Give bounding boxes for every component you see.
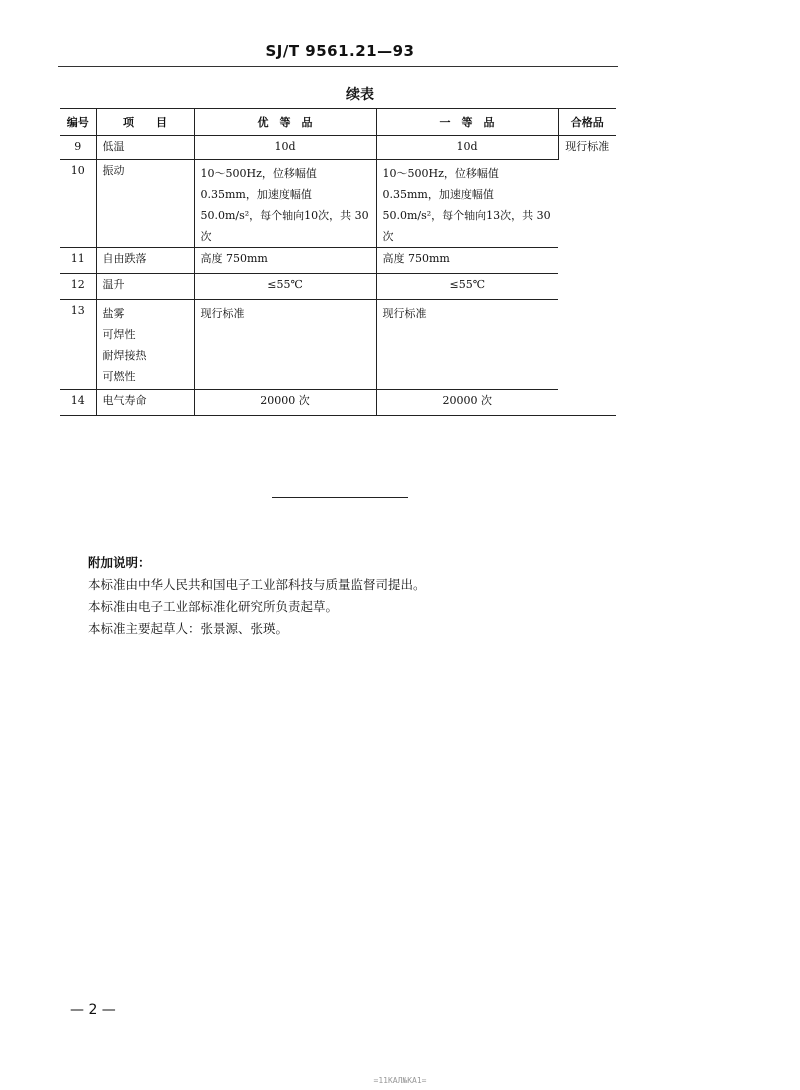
row-premium-value: 高度 750mm <box>194 248 376 274</box>
table-caption: 续表 <box>346 87 374 103</box>
table-row <box>60 300 616 390</box>
row-first-value: 20000 次 <box>376 390 558 416</box>
row-first-value: ≤55℃ <box>376 274 558 300</box>
end-of-text-rule <box>272 497 408 498</box>
row-number: 9 <box>60 136 96 160</box>
note-line: 本标准主要起草人：张景源、张瑛。 <box>88 621 289 636</box>
document-code: SJ/T 9561.21—93 <box>265 42 415 60</box>
row-item-line: 盐雾 <box>102 307 125 320</box>
page-number: — 2 — <box>70 1002 116 1018</box>
table-row <box>60 160 616 248</box>
spec-table <box>60 108 616 416</box>
additional-notes <box>88 552 426 640</box>
row-item-line: 可燃性 <box>102 370 136 383</box>
row-first-value: 高度 750mm <box>376 248 558 274</box>
row-item-line: 可焊性 <box>102 328 136 341</box>
row-first-value: 10d <box>376 136 558 160</box>
row-item: 温升 <box>96 274 194 300</box>
row-first-value: 10～500Hz，位移幅值 0.35mm，加速度幅值 50.0m/s²，每个轴向13次，共 30 次 <box>376 160 558 248</box>
row-premium-value: 现行标准 <box>194 300 376 390</box>
row-item: 自由跌落 <box>96 248 194 274</box>
row-number: 10 <box>60 160 96 248</box>
row-number: 14 <box>60 390 96 416</box>
row-number: 13 <box>60 300 96 390</box>
row-premium-value: 20000 次 <box>194 390 376 416</box>
row-item-line: 耐焊接热 <box>102 349 147 362</box>
header-qualified-grade: 合格品 <box>558 109 616 136</box>
row-item-list <box>96 300 194 390</box>
header-premium-grade: 优 等 品 <box>194 109 376 136</box>
row-premium-value: ≤55℃ <box>194 274 376 300</box>
row-number: 12 <box>60 274 96 300</box>
header-first-grade: 一 等 品 <box>376 109 558 136</box>
row-number: 11 <box>60 248 96 274</box>
note-line: 本标准由中华人民共和国电子工业部科技与质量监督司提出。 <box>88 577 426 592</box>
footer-mark: =11KAЛ№КА1= <box>373 1076 427 1085</box>
table-row <box>60 136 616 160</box>
row-premium-value: 10d <box>194 136 376 160</box>
table-row <box>60 274 616 300</box>
header-rule <box>58 66 618 67</box>
row-item: 电气寿命 <box>96 390 194 416</box>
table-header-row <box>60 109 616 136</box>
header-number: 编号 <box>60 109 96 136</box>
qualified-grade-merged-cell: 现行标准 <box>558 136 616 416</box>
row-item: 振动 <box>96 160 194 248</box>
row-first-value: 现行标准 <box>376 300 558 390</box>
row-item: 低温 <box>96 136 194 160</box>
note-line: 本标准由电子工业部标准化研究所负责起草。 <box>88 599 339 614</box>
table-row <box>60 390 616 416</box>
header-item: 项 目 <box>96 109 194 136</box>
row-premium-value: 10～500Hz，位移幅值 0.35mm，加速度幅值 50.0m/s²，每个轴向10次，共 30 次 <box>194 160 376 248</box>
notes-title: 附加说明： <box>88 555 151 570</box>
table-row <box>60 248 616 274</box>
